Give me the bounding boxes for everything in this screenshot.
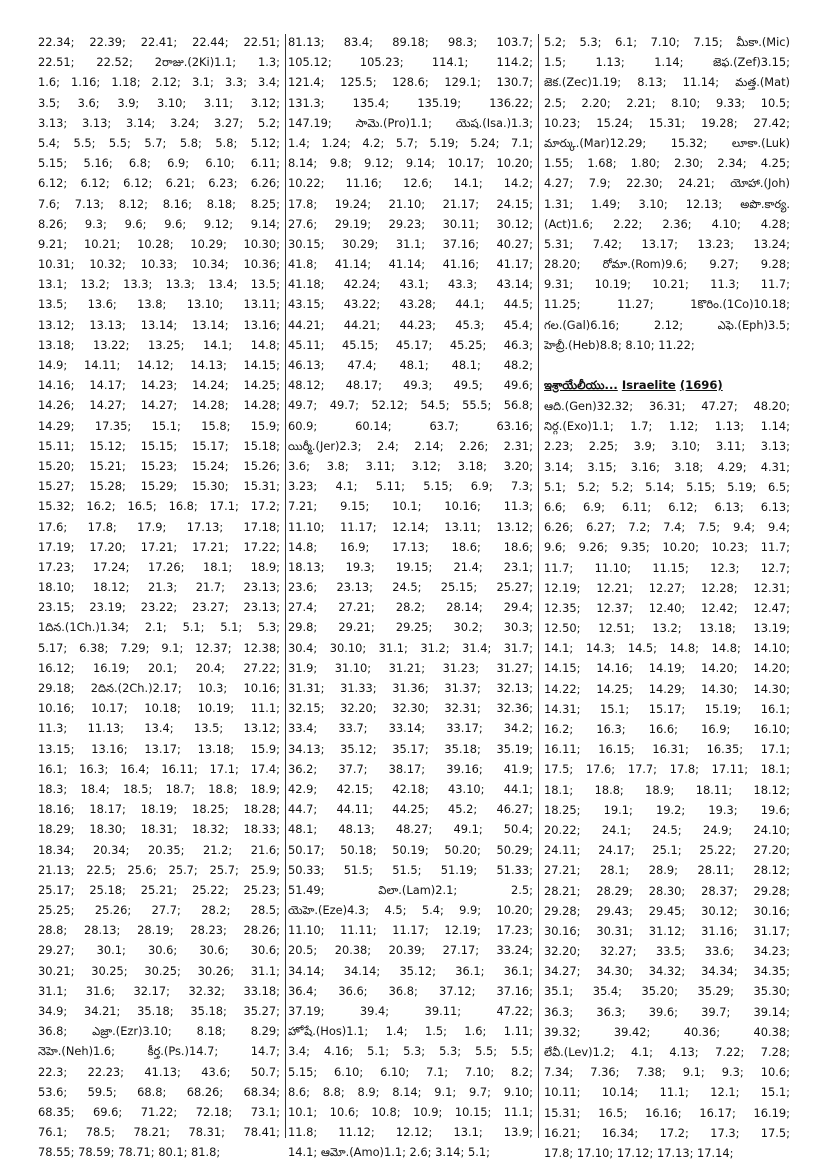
reference-line: 12.19; 12.21; 12.27; 12.28; 12.31;: [544, 580, 790, 595]
reference-line: 18.16; 18.17; 18.19; 18.25; 18.28;: [38, 802, 280, 817]
reference-line: 3.4; 4.16; 5.1; 5.3; 5.3; 5.5; 5.5;: [288, 1044, 533, 1059]
reference-line: 41.18; 42.24; 43.1; 43.3; 43.14;: [288, 277, 533, 292]
reference-line: 27.4; 27.21; 28.2; 28.14; 29.4;: [288, 600, 533, 615]
reference-line: 81.13; 83.4; 89.18; 98.3; 103.7;: [288, 35, 533, 49]
reference-line: 32.20; 32.27; 33.5; 33.6; 34.23;: [544, 944, 790, 959]
reference-line: 11.10; 11.17; 12.14; 13.11; 13.12;: [288, 519, 533, 534]
reference-line: 13.1; 13.2; 13.3; 13.3; 13.4; 13.5;: [38, 277, 280, 292]
reference-line: 37.19; 39.4; 39.11; 47.22;: [288, 1004, 533, 1018]
reference-line: 36.2; 37.7; 38.17; 39.16; 41.9;: [288, 761, 533, 776]
reference-line: 45.11; 45.15; 45.17; 45.25; 46.3;: [288, 337, 533, 352]
reference-line: యిర్మీ.(Jer)2.3; 2.4; 2.14; 2.26; 2.31;: [288, 438, 533, 453]
reference-line: 28.20; రోమా.(Rom)9.6; 9.27; 9.28;: [544, 257, 790, 272]
reference-line: 10.31; 10.32; 10.33; 10.34; 10.36;: [38, 257, 280, 272]
reference-line: 2.23; 2.25; 3.9; 3.10; 3.11; 3.13;: [544, 439, 790, 454]
reference-line: లేవీ.(Lev)1.2; 4.1; 4.13; 7.22; 7.28;: [544, 1045, 790, 1059]
reference-line: 60.9; 60.14; 63.7; 63.16;: [288, 418, 533, 433]
reference-line: 17.8; 19.24; 21.10; 21.17; 24.15;: [288, 196, 533, 211]
reference-line: 14.8; 16.9; 17.13; 18.6; 18.6;: [288, 539, 533, 554]
reference-line: నిర్గ.(Exo)1.1; 1.7; 1.12; 1.13; 1.14;: [544, 419, 790, 434]
reference-line: 147.19; సామె.(Pro)1.1; యెష.(Isa.)1.3;: [288, 115, 533, 130]
reference-line: 15.27; 15.28; 15.29; 15.30; 15.31;: [38, 479, 280, 494]
reference-line: 7.21; 9.15; 10.1; 10.16; 11.3;: [288, 499, 533, 514]
reference-line: 76.1; 78.5; 78.21; 78.31; 78.41;: [38, 1125, 280, 1140]
reference-line: 8.14; 9.8; 9.12; 9.14; 10.17; 10.20;: [288, 156, 533, 171]
reference-line: 22.3; 22.23; 41.13; 43.6; 50.7;: [38, 1064, 280, 1079]
reference-line: 15.32; 16.2; 16.5; 16.8; 17.1; 17.2;: [38, 499, 280, 514]
reference-line: 24.11; 24.17; 25.1; 25.22; 27.20;: [544, 843, 790, 858]
reference-line: 5.2; 5.3; 6.1; 7.10; 7.15; మీకా.(Mic): [544, 35, 790, 49]
reference-line: 17.5; 17.6; 17.7; 17.8; 17.11; 18.1;: [544, 762, 790, 777]
reference-line: 20.5; 20.38; 20.39; 27.17; 33.24;: [288, 943, 533, 958]
reference-line: 42.9; 42.15; 42.18; 43.10; 44.1;: [288, 781, 533, 796]
reference-line: 30.4; 30.10; 31.1; 31.2; 31.4; 31.7;: [288, 640, 533, 655]
reference-line: 27.6; 29.19; 29.23; 30.11; 30.12;: [288, 216, 533, 231]
reference-line: 9.6; 9.26; 9.35; 10.20; 10.23; 11.7;: [544, 540, 790, 555]
reference-line: 34.13; 35.12; 35.17; 35.18; 35.19;: [288, 741, 533, 756]
reference-line: 11.3; 11.13; 13.4; 13.5; 13.12;: [38, 721, 280, 736]
reference-line: 5.17; 6.38; 7.29; 9.1; 12.37; 12.38;: [38, 640, 280, 655]
entry-heading-count: (1696): [679, 378, 723, 392]
reference-line: 14.26; 14.27; 14.27; 14.28; 14.28;: [38, 398, 280, 413]
reference-line: 29.27; 30.1; 30.6; 30.6; 30.6;: [38, 943, 280, 958]
reference-line: మార్కు.(Mar)12.29; 15.32; లూకా.(Luk): [544, 135, 790, 150]
reference-line: 31.1; 31.6; 32.17; 32.32; 33.18;: [38, 983, 280, 998]
reference-line: 28.21; 28.29; 28.30; 28.37; 29.28;: [544, 883, 790, 898]
reference-line: 78.55; 78.59; 78.71; 80.1; 81.8;: [38, 1145, 221, 1160]
reference-line: 1.31; 1.49; 3.10; 12.13; అపొ.కార్య.: [544, 196, 790, 211]
reference-line: 16.21; 16.34; 17.2; 17.3; 17.5;: [544, 1125, 790, 1140]
reference-line: 5.4; 5.5; 5.5; 5.7; 5.8; 5.8; 5.12;: [38, 135, 280, 150]
reference-line: 48.1; 48.13; 48.27; 49.1; 50.4;: [288, 822, 533, 837]
reference-line: 16.12; 16.19; 20.1; 20.4; 27.22;: [38, 660, 280, 675]
reference-line: 16.2; 16.3; 16.6; 16.9; 16.10;: [544, 722, 790, 736]
reference-line: 29.28; 29.43; 29.45; 30.12; 30.16;: [544, 903, 790, 918]
reference-line: 15.11; 15.12; 15.15; 15.17; 15.18;: [38, 438, 280, 453]
reference-line: 8.26; 9.3; 9.6; 9.6; 9.12; 9.14;: [38, 216, 280, 231]
reference-line: 12.35; 12.37; 12.40; 12.42; 12.47;: [544, 600, 790, 615]
reference-line: 1.5; 1.13; 1.14; జెఫ.(Zef)3.15;: [544, 55, 790, 70]
reference-line: 10.22; 11.16; 12.6; 14.1; 14.2;: [288, 176, 533, 191]
reference-line: 14.9; 14.11; 14.12; 14.13; 14.15;: [38, 358, 280, 372]
reference-line: 43.15; 43.22; 43.28; 44.1; 44.5;: [288, 297, 533, 312]
reference-line: 17.6; 17.8; 17.9; 17.13; 17.18;: [38, 519, 280, 534]
reference-line: 48.12; 48.17; 49.3; 49.5; 49.6;: [288, 378, 533, 393]
reference-line: 22.51; 22.52; 2రాజు.(2Ki)1.1; 1.3;: [38, 55, 280, 70]
reference-line: 131.3; 135.4; 135.19; 136.22;: [288, 95, 533, 110]
reference-line: 10.16; 10.17; 10.18; 10.19; 11.1;: [38, 701, 280, 716]
reference-line: 18.13; 19.3; 19.15; 21.4; 23.1;: [288, 559, 533, 574]
reference-line: 18.10; 18.12; 21.3; 21.7; 23.13;: [38, 580, 280, 595]
entry-spacer: [544, 355, 790, 375]
reference-line: 51.49; విలా.(Lam)2.1; 2.5;: [288, 882, 533, 897]
reference-line: 3.5; 3.6; 3.9; 3.10; 3.11; 3.12;: [38, 95, 280, 110]
reference-line: 18.29; 18.30; 18.31; 18.32; 18.33;: [38, 822, 280, 837]
reference-line: 14.16; 14.17; 14.23; 14.24; 14.25;: [38, 378, 280, 393]
reference-line: 5.1; 5.2; 5.2; 5.14; 5.15; 5.19; 6.5;: [544, 479, 790, 494]
reference-line: 1.6; 1.16; 1.18; 2.12; 3.1; 3.3; 3.4;: [38, 75, 280, 90]
reference-line: 25.17; 25.18; 25.21; 25.22; 25.23;: [38, 882, 280, 897]
column-divider: [285, 34, 286, 1138]
reference-line: 23.15; 23.19; 23.22; 23.27; 23.13;: [38, 600, 280, 615]
reference-line: 14.1; 14.3; 14.5; 14.8; 14.8; 14.10;: [544, 641, 790, 656]
reference-line: 13.5; 13.6; 13.8; 13.10; 13.11;: [38, 297, 280, 312]
reference-line: 11.10; 11.11; 11.17; 12.19; 17.23;: [288, 923, 533, 938]
reference-line: 18.1; 18.8; 18.9; 18.11; 18.12;: [544, 782, 790, 797]
reference-line: 7.34; 7.36; 7.38; 9.1; 9.3; 10.6;: [544, 1065, 790, 1080]
reference-line: 1.4; 1.24; 4.2; 5.7; 5.19; 5.24; 7.1;: [288, 135, 533, 150]
reference-line: జెక.(Zec)1.19; 8.13; 11.14; మత్త.(Mat): [544, 75, 790, 90]
reference-line: 68.35; 69.6; 71.22; 72.18; 73.1;: [38, 1104, 280, 1119]
reference-line: 34.14; 34.14; 35.12; 36.1; 36.1;: [288, 963, 533, 978]
reference-line: 3.14; 3.15; 3.16; 3.18; 4.29; 4.31;: [544, 459, 790, 474]
reference-line: 29.8; 29.21; 29.25; 30.2; 30.3;: [288, 620, 533, 635]
reference-line: 44.21; 44.21; 44.23; 45.3; 45.4;: [288, 317, 533, 332]
reference-line: 50.33; 51.5; 51.5; 51.19; 51.33;: [288, 862, 533, 877]
reference-line: 27.21; 28.1; 28.9; 28.11; 28.12;: [544, 863, 790, 878]
reference-line: 18.3; 18.4; 18.5; 18.7; 18.8; 18.9;: [38, 781, 280, 796]
column-divider: [538, 34, 539, 1138]
reference-line: 15.20; 15.21; 15.23; 15.24; 15.26;: [38, 458, 280, 473]
reference-line: 14.31; 15.1; 15.17; 15.19; 16.1;: [544, 701, 790, 716]
reference-line: 53.6; 59.5; 68.8; 68.26; 68.34;: [38, 1084, 280, 1099]
reference-line: గల.(Gal)6.16; 2.12; ఎఫె.(Eph)3.5;: [544, 317, 790, 332]
reference-line: 1దిన.(1Ch.)1.34; 2.1; 5.1; 5.1; 5.3;: [38, 620, 280, 635]
reference-line: 13.15; 13.16; 13.17; 13.18; 15.9;: [38, 741, 280, 756]
reference-block-israelite: [544, 396, 790, 1163]
reference-line: 17.8; 17.10; 17.12; 17.13; 17.14;: [544, 1145, 734, 1160]
reference-line: 14.22; 14.25; 14.29; 14.30; 14.30;: [544, 681, 790, 696]
reference-line: 1.55; 1.68; 1.80; 2.30; 2.34; 4.25;: [544, 156, 790, 171]
reference-line: 121.4; 125.5; 128.6; 129.1; 130.7;: [288, 75, 533, 90]
reference-line: యెహె.(Eze)4.3; 4.5; 5.4; 9.9; 10.20;: [288, 903, 533, 918]
reference-line: 28.8; 28.13; 28.19; 28.23; 28.26;: [38, 923, 280, 938]
reference-line: 31.31; 31.33; 31.36; 31.37; 32.13;: [288, 681, 533, 695]
reference-line: 20.22; 24.1; 24.5; 24.9; 24.10;: [544, 822, 790, 837]
reference-line: 23.6; 23.13; 24.5; 25.15; 25.27;: [288, 580, 533, 595]
reference-line: 6.6; 6.9; 6.11; 6.12; 6.13; 6.13;: [544, 499, 790, 514]
reference-line: 11.8; 11.12; 12.12; 13.1; 13.9;: [288, 1125, 533, 1140]
reference-line: 13.12; 13.13; 13.14; 13.14; 13.16;: [38, 317, 280, 332]
reference-line: 14.1; ఆమో.(Amo)1.1; 2.6; 3.14; 5.1;: [288, 1145, 490, 1160]
reference-line: 34.9; 34.21; 35.18; 35.18; 35.27;: [38, 1004, 280, 1018]
reference-line: 3.13; 3.13; 3.14; 3.24; 3.27; 5.2;: [38, 115, 280, 130]
reference-line: 33.4; 33.7; 33.14; 33.17; 34.2;: [288, 721, 533, 736]
index-column-left: [38, 32, 280, 1160]
reference-line: 36.3; 36.3; 39.6; 39.7; 39.14;: [544, 1004, 790, 1019]
reference-line: 46.13; 47.4; 48.1; 48.1; 48.2;: [288, 358, 533, 372]
reference-line: 8.6; 8.8; 8.9; 8.14; 9.1; 9.7; 9.10;: [288, 1084, 533, 1099]
reference-line: 35.1; 35.4; 35.20; 35.29; 35.30;: [544, 984, 790, 999]
reference-line: 105.12; 105.23; 114.1; 114.2;: [288, 55, 533, 70]
reference-line: 36.4; 36.6; 36.8; 37.12; 37.16;: [288, 983, 533, 998]
reference-line: 15.31; 16.5; 16.16; 16.17; 16.19;: [544, 1105, 790, 1120]
reference-line: హోషే.(Hos)1.1; 1.4; 1.5; 1.6; 1.11;: [288, 1024, 533, 1039]
reference-line: 9.21; 10.21; 10.28; 10.29; 10.30;: [38, 236, 280, 251]
reference-line: 7.6; 7.13; 8.12; 8.16; 8.18; 8.25;: [38, 196, 280, 211]
reference-line: 10.23; 15.24; 15.31; 19.28; 27.42;: [544, 115, 790, 130]
reference-line: నెహె.(Neh)1.6; కీర్త.(Ps.)14.7; 14.7;: [38, 1044, 280, 1059]
reference-line: 14.29; 17.35; 15.1; 15.8; 15.9;: [38, 418, 280, 433]
reference-line: 10.1; 10.6; 10.8; 10.9; 10.15; 11.1;: [288, 1104, 533, 1119]
reference-line: 3.23; 4.1; 5.11; 5.15; 6.9; 7.3;: [288, 479, 533, 494]
reference-line: హెబ్రీ.(Heb)8.8; 8.10; 11.22;: [544, 337, 695, 352]
reference-line: 17.19; 17.20; 17.21; 17.21; 17.22;: [38, 539, 280, 554]
reference-line: 16.1; 16.3; 16.4; 16.11; 17.1; 17.4;: [38, 761, 280, 776]
reference-line: 10.11; 10.14; 11.1; 12.1; 15.1;: [544, 1085, 790, 1100]
reference-line: 6.12; 6.12; 6.12; 6.21; 6.23; 6.26;: [38, 176, 280, 191]
reference-line: 44.7; 44.11; 44.25; 45.2; 46.27;: [288, 802, 533, 817]
reference-line: 5.31; 7.42; 13.17; 13.23; 13.24;: [544, 236, 790, 251]
reference-line: 18.25; 19.1; 19.2; 19.3; 19.6;: [544, 802, 790, 817]
reference-line: 31.9; 31.10; 31.21; 31.23; 31.27;: [288, 660, 533, 675]
reference-line: 3.6; 3.8; 3.11; 3.12; 3.18; 3.20;: [288, 458, 533, 473]
concordance-page: [38, 32, 790, 1160]
entry-heading-english: Israelite: [621, 378, 676, 392]
reference-line: 21.13; 22.5; 25.6; 25.7; 25.7; 25.9;: [38, 862, 280, 877]
reference-line: 30.16; 30.31; 31.12; 31.16; 31.17;: [544, 923, 790, 938]
reference-line: 25.25; 25.26; 27.7; 28.2; 28.5;: [38, 903, 280, 918]
reference-line: 2.5; 2.20; 2.21; 8.10; 9.33; 10.5;: [544, 95, 790, 110]
reference-line: 30.21; 30.25; 30.25; 30.26; 31.1;: [38, 963, 280, 978]
reference-line: 14.15; 14.16; 14.19; 14.20; 14.20;: [544, 661, 790, 676]
reference-line: 22.34; 22.39; 22.41; 22.44; 22.51;: [38, 35, 280, 49]
reference-line: ఆది.(Gen)32.32; 36.31; 47.27; 48.20;: [544, 399, 790, 413]
reference-line: 5.15; 5.16; 6.8; 6.9; 6.10; 6.11;: [38, 156, 280, 171]
reference-line: 9.31; 10.19; 10.21; 11.3; 11.7;: [544, 277, 790, 292]
reference-line: 30.15; 30.29; 31.1; 37.16; 40.27;: [288, 236, 533, 251]
reference-line: 13.18; 13.22; 13.25; 14.1; 14.8;: [38, 337, 280, 352]
reference-line: 17.23; 17.24; 17.26; 18.1; 18.9;: [38, 559, 280, 574]
reference-line: 50.17; 50.18; 50.19; 50.20; 50.29;: [288, 842, 533, 857]
entry-heading: [544, 375, 790, 396]
reference-line: 29.18; 2దిన.(2Ch.)2.17; 10.3; 10.16;: [38, 681, 280, 695]
entry-heading-telugu: ఇశ్రాయేలీయు...: [544, 378, 618, 392]
reference-line: 18.34; 20.34; 20.35; 21.2; 21.6;: [38, 842, 280, 857]
index-column-middle: [288, 32, 533, 1160]
reference-line: 32.15; 32.20; 32.30; 32.31; 32.36;: [288, 701, 533, 716]
reference-line: 39.32; 39.42; 40.36; 40.38;: [544, 1024, 790, 1039]
reference-line: 12.50; 12.51; 13.2; 13.18; 13.19;: [544, 621, 790, 636]
reference-block-continued: [544, 32, 790, 355]
reference-line: 16.11; 16.15; 16.31; 16.35; 17.1;: [544, 742, 790, 757]
reference-line: 41.8; 41.14; 41.14; 41.16; 41.17;: [288, 257, 533, 272]
reference-line: 11.7; 11.10; 11.15; 12.3; 12.7;: [544, 560, 790, 575]
reference-line: 34.27; 34.30; 34.32; 34.34; 34.35;: [544, 964, 790, 979]
reference-line: 11.25; 11.27; 1కొరిం.(1Co)10.18;: [544, 297, 790, 312]
reference-line: 4.27; 7.9; 22.30; 24.21; యోహా.(Joh): [544, 176, 790, 191]
reference-line: 5.15; 6.10; 6.10; 7.1; 7.10; 8.2;: [288, 1064, 533, 1079]
reference-line: 49.7; 49.7; 52.12; 54.5; 55.5; 56.8;: [288, 398, 533, 413]
reference-line: 36.8; ఎజ్రా.(Ezr)3.10; 8.18; 8.29;: [38, 1024, 280, 1039]
reference-line: 6.26; 6.27; 7.2; 7.4; 7.5; 9.4; 9.4;: [544, 520, 790, 535]
index-column-right: [544, 32, 790, 1160]
reference-line: (Act)1.6; 2.22; 2.36; 4.10; 4.28;: [544, 216, 790, 231]
